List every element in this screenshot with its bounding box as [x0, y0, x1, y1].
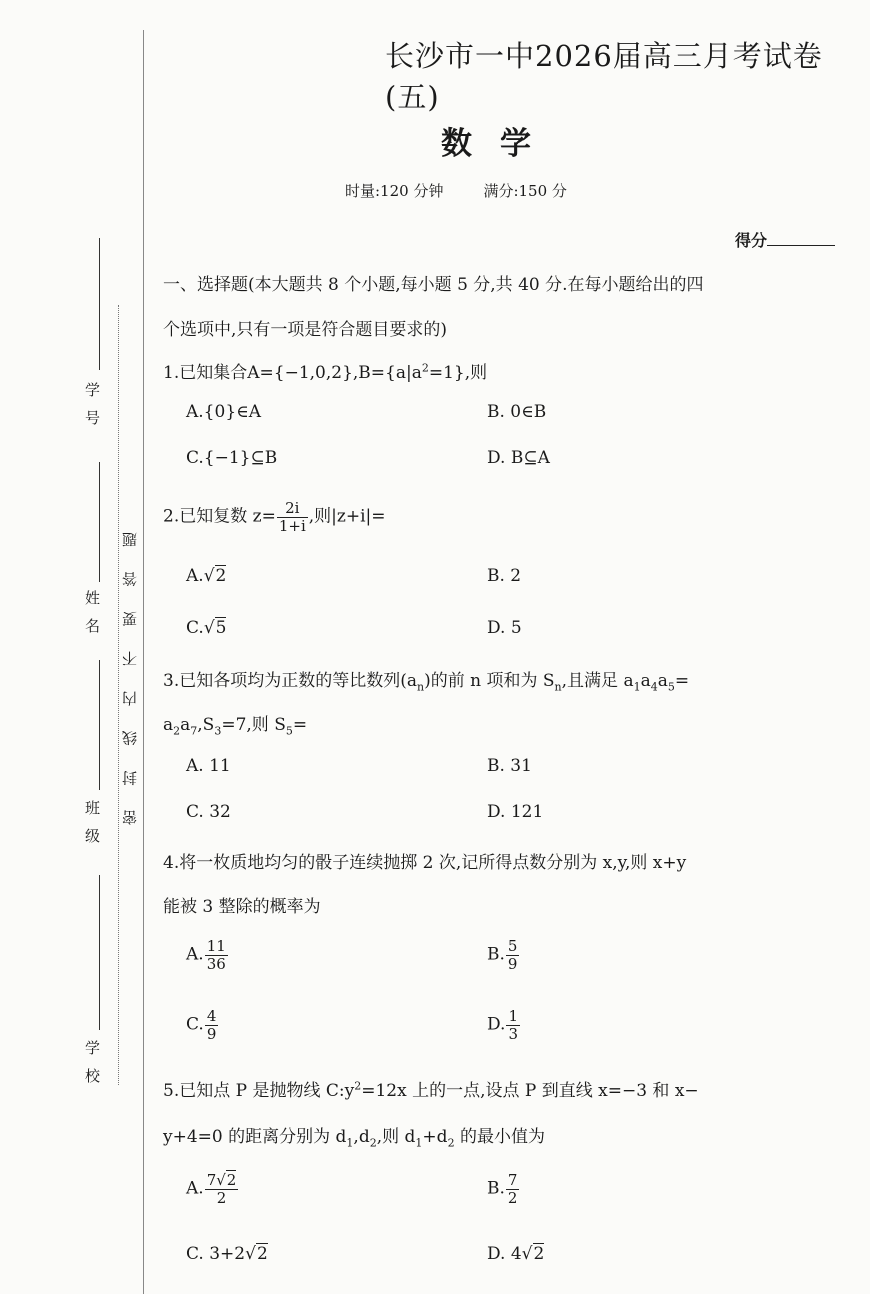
q1-option-c: C.{−1}⊆B	[186, 448, 278, 468]
time-limit: 时量:120 分钟	[345, 182, 444, 200]
score-label: 得分	[735, 231, 768, 250]
q1-option-a: A.{0}∈A	[186, 402, 261, 422]
subject-title: 数学	[441, 126, 559, 162]
question-5-line-1: 5.已知点 P 是抛物线 $C:y^2=12x$ 上的一点,设点 P 到直线 x=−3 和 x−	[163, 1079, 699, 1101]
name-label: 姓 名	[83, 590, 101, 637]
q4-option-a: A. $\frac{11}{36}$	[186, 937, 226, 973]
q3-option-d: D. 121	[487, 802, 544, 822]
q4-option-b: B. $\frac{5}{9}$	[487, 937, 518, 973]
q2-option-d: D. 5	[487, 618, 522, 638]
q1-option-b: B. 0∈B	[487, 402, 547, 422]
section-heading-1: 一、选择题(本大题共 8 个小题,每小题 5 分,共 40 分.在每小题给出的四	[163, 275, 704, 295]
class-label: 班 级	[83, 800, 101, 847]
margin-line	[143, 30, 144, 1294]
full-score: 满分:150 分	[483, 182, 567, 200]
q3-option-c: C. 32	[186, 802, 231, 822]
section-heading-2: 个选项中,只有一项是符合题目要求的)	[163, 320, 448, 340]
seal-notice: 密 封 线 内 不 要 答 题	[121, 522, 139, 826]
question-3-line-2: $a_2a_7,S_3=7$,则 $S_5=$	[163, 715, 308, 738]
student-number-blank[interactable]	[99, 238, 100, 370]
question-2-stem: 2.已知复数 z= $\frac{2i}{1+i}$ ,则|z+i|=	[163, 499, 386, 535]
school-label: 学 校	[83, 1040, 101, 1087]
question-1-stem: 1.已知集合$A=\{-1,0,2\},B=\{a|a^2=1\}$,则	[163, 361, 488, 383]
q5-option-a: A. $\frac{7√2}{2}$	[186, 1171, 237, 1207]
score-blank[interactable]	[767, 231, 835, 246]
q3-option-b: B. 31	[487, 756, 532, 776]
question-4-line-1: 4.将一枚质地均匀的骰子连续抛掷 2 次,记所得点数分别为 x,y,则 x+y	[163, 853, 687, 873]
class-blank[interactable]	[99, 660, 100, 790]
question-3-line-1: 3.已知各项均为正数的等比数列$(a_n)$的前 n 项和为 $S_n$,且满足 $a_1a_4a_5=$	[163, 671, 690, 694]
q5-option-b: B. $\frac{7}{2}$	[487, 1171, 518, 1207]
q2-option-b: B. 2	[487, 566, 522, 586]
question-5-line-2: y+4=0 的距离分别为 $d_1,d_2$,则 $d_1+d_2$ 的最小值为	[163, 1127, 545, 1150]
exam-title: 长沙市一中2026届高三月考试卷(五)	[385, 39, 823, 114]
exam-meta	[345, 180, 607, 201]
q5-option-c: C. 3+2√2	[186, 1244, 268, 1264]
school-blank[interactable]	[99, 875, 100, 1030]
score-field[interactable]	[735, 228, 835, 251]
name-blank[interactable]	[99, 462, 100, 582]
student-number-label: 学 号	[83, 382, 101, 429]
q2-option-a: A.√2	[186, 566, 227, 586]
q1-option-d: D. B⊆A	[487, 448, 550, 468]
q4-option-c: C. $\frac{4}{9}$	[186, 1007, 217, 1043]
q5-option-d: D. 4√2	[487, 1244, 545, 1264]
q2-option-c: C.√5	[186, 618, 227, 638]
question-4-line-2: 能被 3 整除的概率为	[163, 897, 321, 917]
q4-option-d: D. $\frac{1}{3}$	[487, 1007, 518, 1043]
q3-option-a: A. 11	[186, 756, 231, 776]
